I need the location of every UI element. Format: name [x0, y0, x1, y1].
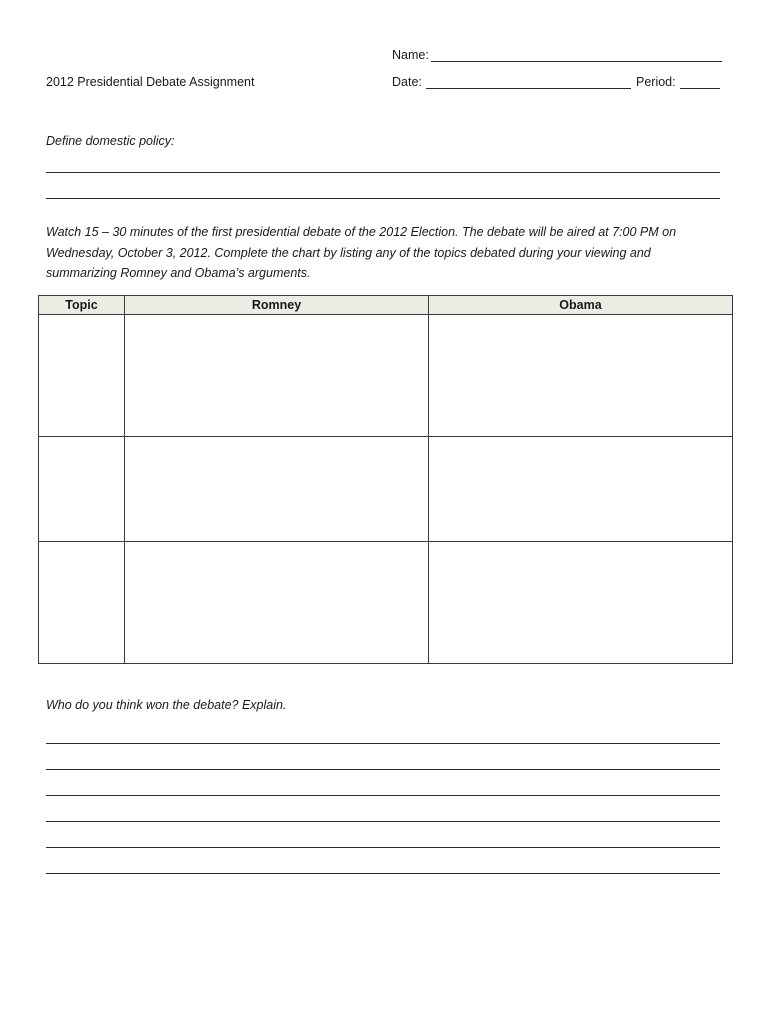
answer-line[interactable] [46, 172, 720, 173]
period-field[interactable] [680, 88, 720, 89]
name-label: Name: [392, 48, 429, 62]
domestic-policy-prompt: Define domestic policy: [46, 134, 175, 148]
answer-line[interactable] [46, 847, 720, 848]
answer-line[interactable] [46, 795, 720, 796]
column-header-topic: Topic [39, 296, 125, 315]
column-header-obama: Obama [429, 296, 733, 315]
instructions-line: Wednesday, October 3, 2012. Complete the chart by listing any of the topics debated during your viewing and [46, 245, 651, 260]
debate-chart-table [38, 295, 733, 664]
table-row [39, 542, 733, 664]
topic-cell[interactable] [39, 315, 125, 437]
period-label: Period: [636, 75, 676, 89]
table-row [39, 437, 733, 542]
instructions-paragraph [46, 222, 726, 284]
topic-cell[interactable] [39, 542, 125, 664]
romney-cell[interactable] [125, 315, 429, 437]
page-title: 2012 Presidential Debate Assignment [46, 75, 255, 89]
winner-prompt: Who do you think won the debate? Explain. [46, 698, 287, 712]
table-row [39, 315, 733, 437]
table-header-row [39, 296, 733, 315]
instructions-line: Watch 15 – 30 minutes of the first presidential debate of the 2012 Election. The debate will be aired at 7:00 PM on [46, 225, 677, 239]
name-field[interactable] [431, 61, 722, 62]
answer-line[interactable] [46, 873, 720, 874]
obama-cell[interactable] [429, 437, 733, 542]
obama-cell[interactable] [429, 315, 733, 437]
answer-line[interactable] [46, 769, 720, 770]
topic-cell[interactable] [39, 437, 125, 542]
answer-line[interactable] [46, 198, 720, 199]
date-field[interactable] [426, 88, 631, 89]
romney-cell[interactable] [125, 437, 429, 542]
answer-line[interactable] [46, 743, 720, 744]
romney-cell[interactable] [125, 542, 429, 664]
instructions-line: summarizing Romney and Obama’s arguments. [46, 266, 311, 280]
date-label: Date: [392, 75, 422, 89]
answer-line[interactable] [46, 821, 720, 822]
obama-cell[interactable] [429, 542, 733, 664]
column-header-romney: Romney [125, 296, 429, 315]
